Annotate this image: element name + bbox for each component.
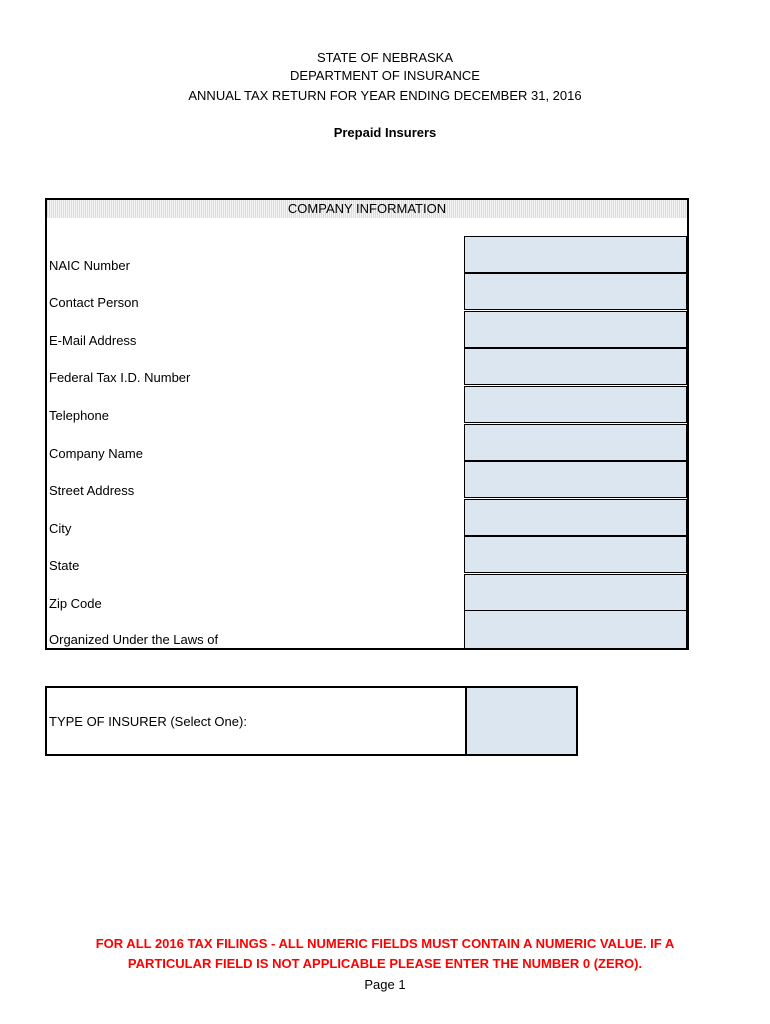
naic-number-field[interactable] bbox=[464, 236, 687, 273]
numeric-fields-notice-line2: PARTICULAR FIELD IS NOT APPLICABLE PLEASE ENTER THE NUMBER 0 (ZERO). bbox=[127, 956, 643, 971]
label-telephone: Telephone bbox=[49, 408, 109, 423]
header-department: DEPARTMENT OF INSURANCE bbox=[290, 68, 480, 83]
street-address-field[interactable] bbox=[464, 461, 687, 498]
label-city: City bbox=[49, 521, 72, 536]
page-subtitle: Prepaid Insurers bbox=[333, 125, 437, 140]
label-organized-under-laws: Organized Under the Laws of bbox=[49, 632, 219, 647]
header-state: STATE OF NEBRASKA bbox=[316, 50, 454, 65]
section-title: COMPANY INFORMATION bbox=[47, 200, 687, 218]
city-field[interactable] bbox=[464, 499, 687, 536]
state-field[interactable] bbox=[464, 536, 687, 573]
insurer-type-label: TYPE OF INSURER (Select One): bbox=[49, 714, 247, 729]
label-state: State bbox=[49, 558, 80, 573]
label-contact-person: Contact Person bbox=[49, 295, 139, 310]
company-name-field[interactable] bbox=[464, 424, 687, 461]
telephone-field[interactable] bbox=[464, 386, 687, 423]
contact-person-field[interactable] bbox=[464, 273, 687, 310]
company-information-section bbox=[45, 198, 689, 650]
label-naic-number: NAIC Number bbox=[49, 258, 130, 273]
email-address-field[interactable] bbox=[464, 311, 687, 348]
organized-under-laws-field[interactable] bbox=[464, 610, 687, 648]
label-street-address: Street Address bbox=[49, 483, 135, 498]
numeric-fields-notice-line1: FOR ALL 2016 TAX FILINGS - ALL NUMERIC FIELDS MUST CONTAIN A NUMERIC VALUE. IF A bbox=[95, 936, 675, 951]
insurer-type-select[interactable] bbox=[465, 688, 576, 754]
label-email-address: E-Mail Address bbox=[49, 333, 137, 348]
page-number: Page 1 bbox=[364, 977, 406, 992]
zip-code-field[interactable] bbox=[464, 574, 687, 611]
label-company-name: Company Name bbox=[49, 446, 143, 461]
federal-tax-id-field[interactable] bbox=[464, 348, 687, 385]
label-zip-code: Zip Code bbox=[49, 596, 102, 611]
label-federal-tax-id: Federal Tax I.D. Number bbox=[49, 370, 191, 385]
header-form-title: ANNUAL TAX RETURN FOR YEAR ENDING DECEMBER 31, 2016 bbox=[188, 88, 582, 103]
insurer-type-section bbox=[45, 686, 578, 756]
